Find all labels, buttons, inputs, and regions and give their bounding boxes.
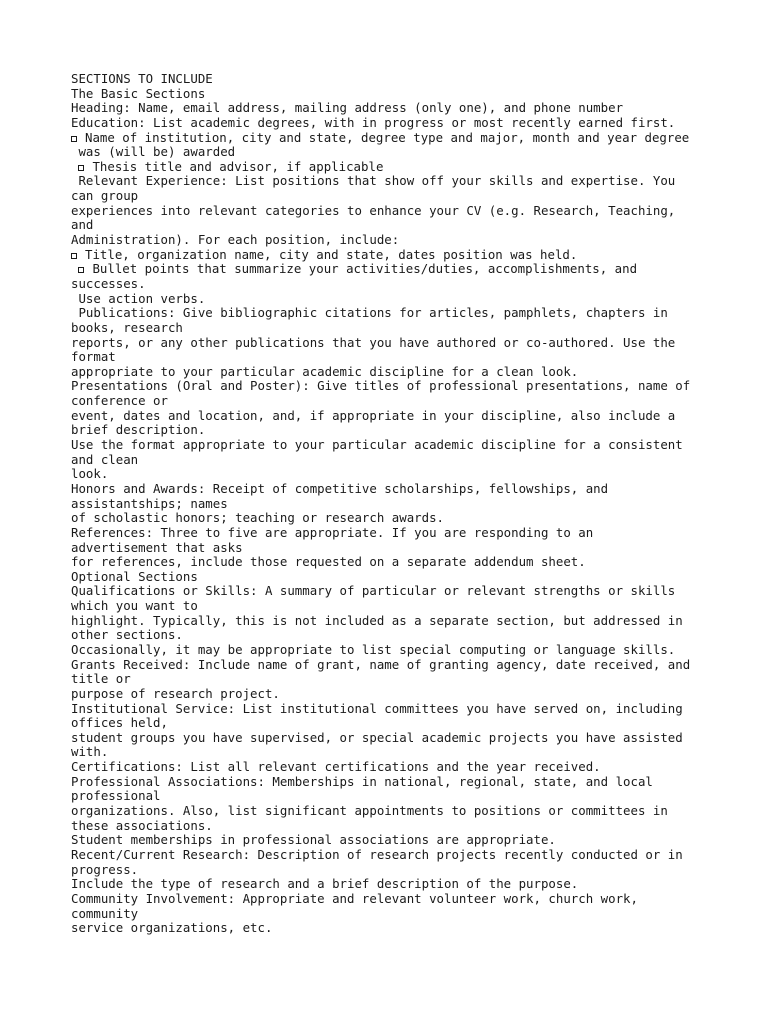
line-text: Heading: Name, email address, mailing address (only one), and phone number [71,100,624,116]
line-text: Relevant Experience: List positions that show off your skills and expertise. You [71,173,676,189]
text-line [71,116,711,131]
text-line [71,72,711,87]
line-text: with. [71,744,109,760]
line-text: Qualifications or Skills: A summary of particular or relevant strengths or skills [71,583,676,599]
line-text: books, research [71,319,183,335]
text-line [71,453,711,468]
text-line [71,526,711,541]
line-text: progress. [71,861,139,877]
line-text: Occasionally, it may be appropriate to list special computing or language skills. [71,641,676,657]
line-text: appropriate to your particular academic discipline for a clean look. [71,363,579,379]
line-text: other sections. [71,627,183,643]
text-line [71,423,711,438]
text-line [71,731,711,746]
text-line [71,789,711,804]
document-body [71,72,711,936]
text-line [71,555,711,570]
line-text: successes. [71,275,146,291]
text-line [71,467,711,482]
text-line [71,233,711,248]
line-text: Use action verbs. [71,290,206,306]
text-line [71,321,711,336]
text-line [71,570,711,585]
line-text: References: Three to five are appropriate. If you are responding to an [71,524,594,540]
bullet-line [71,131,711,146]
line-text: Administration). For each position, include: [71,232,400,248]
text-line [71,921,711,936]
line-text: Institutional Service: List institutional committees you have served on, including [71,700,683,716]
line-text: student groups you have supervised, or special academic projects you have assisted [71,729,683,745]
line-text: Presentations (Oral and Poster): Give titles of professional presentations, name of [71,378,691,394]
text-line [71,101,711,116]
line-text: Use the format appropriate to your particular academic discipline for a consistent [71,437,683,453]
line-text: look. [71,466,109,482]
line-text: highlight. Typically, this is not included as a separate section, but addressed in [71,612,683,628]
line-text: Title, organization name, city and state, dates position was held. [85,246,578,262]
text-line [71,848,711,863]
text-line [71,760,711,775]
text-line [71,819,711,834]
text-line [71,438,711,453]
line-text: professional [71,788,161,804]
text-line [71,775,711,790]
line-text: for references, include those requested on a separate addendum sheet. [71,554,586,570]
line-text: Education: List academic degrees, with in progress or most recently earned first. [71,114,676,130]
text-line [71,614,711,629]
line-text: event, dates and location, and, if appropriate in your discipline, also include a [71,407,676,423]
text-line [71,804,711,819]
square-bullet-icon [71,253,77,259]
text-line [71,892,711,907]
line-text: Grants Received: Include name of grant, name of granting agency, date received, and [71,656,691,672]
line-text: Name of institution, city and state, degree type and major, month and year degree [85,129,690,145]
line-text: which you want to [71,598,198,614]
text-line [71,541,711,556]
line-text: brief description. [71,422,206,438]
text-line [71,643,711,658]
text-line [71,907,711,922]
bullet-line [71,262,711,277]
line-text: advertisement that asks [71,539,243,555]
text-line [71,672,711,687]
line-text: The Basic Sections [71,85,206,101]
text-line [71,511,711,526]
text-line [71,365,711,380]
square-bullet-icon [71,136,77,142]
text-line [71,350,711,365]
line-text: reports, or any other publications that you have authored or co-authored. Use the [71,334,676,350]
line-text: service organizations, etc. [71,920,273,936]
bullet-line [71,160,711,175]
line-text: Optional Sections [71,568,198,584]
line-text: Thesis title and advisor, if applicable [92,158,384,174]
line-text: of scholastic honors; teaching or research awards. [71,510,444,526]
text-line [71,218,711,233]
line-text: Bullet points that summarize your activities/duties, accomplishments, and [92,261,638,277]
line-text: and clean [71,451,139,467]
text-line [71,336,711,351]
text-line [71,628,711,643]
line-text: offices held, [71,715,168,731]
line-text: these associations. [71,817,213,833]
line-text: was (will be) awarded [71,144,236,160]
text-line [71,833,711,848]
line-text: title or [71,671,131,687]
line-text: Publications: Give bibliographic citations for articles, pamphlets, chapters in [71,305,668,321]
text-line [71,189,711,204]
text-line [71,863,711,878]
line-text: purpose of research project. [71,685,280,701]
text-line [71,394,711,409]
text-line [71,277,711,292]
text-line [71,599,711,614]
line-text: can group [71,188,139,204]
text-line [71,687,711,702]
text-line [71,409,711,424]
text-line [71,745,711,760]
line-text: conference or [71,393,168,409]
line-text: Student memberships in professional associations are appropriate. [71,832,556,848]
line-text: format [71,349,116,365]
line-text: assistantships; names [71,495,228,511]
text-line [71,379,711,394]
text-line [71,716,711,731]
text-line [71,702,711,717]
line-text: Recent/Current Research: Description of research projects recently conducted or in [71,846,683,862]
text-line [71,584,711,599]
text-line [71,306,711,321]
text-line [71,877,711,892]
text-line [71,204,711,219]
text-line [71,482,711,497]
line-text: organizations. Also, list significant appointments to positions or committees in [71,803,668,819]
bullet-line [71,248,711,263]
text-line [71,174,711,189]
line-text: Community Involvement: Appropriate and relevant volunteer work, church work, [71,890,638,906]
line-text: community [71,905,139,921]
square-bullet-icon [78,267,84,273]
line-text: Professional Associations: Memberships in national, regional, state, and local [71,773,653,789]
line-text: Certifications: List all relevant certifications and the year received. [71,759,601,775]
line-text: SECTIONS TO INCLUDE [71,71,213,86]
text-line [71,292,711,307]
text-line [71,145,711,160]
square-bullet-icon [78,165,84,171]
text-line [71,658,711,673]
line-text: Include the type of research and a brief description of the purpose. [71,876,579,892]
text-line [71,497,711,512]
line-text: and [71,217,94,233]
line-text: Honors and Awards: Receipt of competitive scholarships, fellowships, and [71,480,609,496]
text-line [71,87,711,102]
line-text: experiences into relevant categories to enhance your CV (e.g. Research, Teaching, [71,202,676,218]
